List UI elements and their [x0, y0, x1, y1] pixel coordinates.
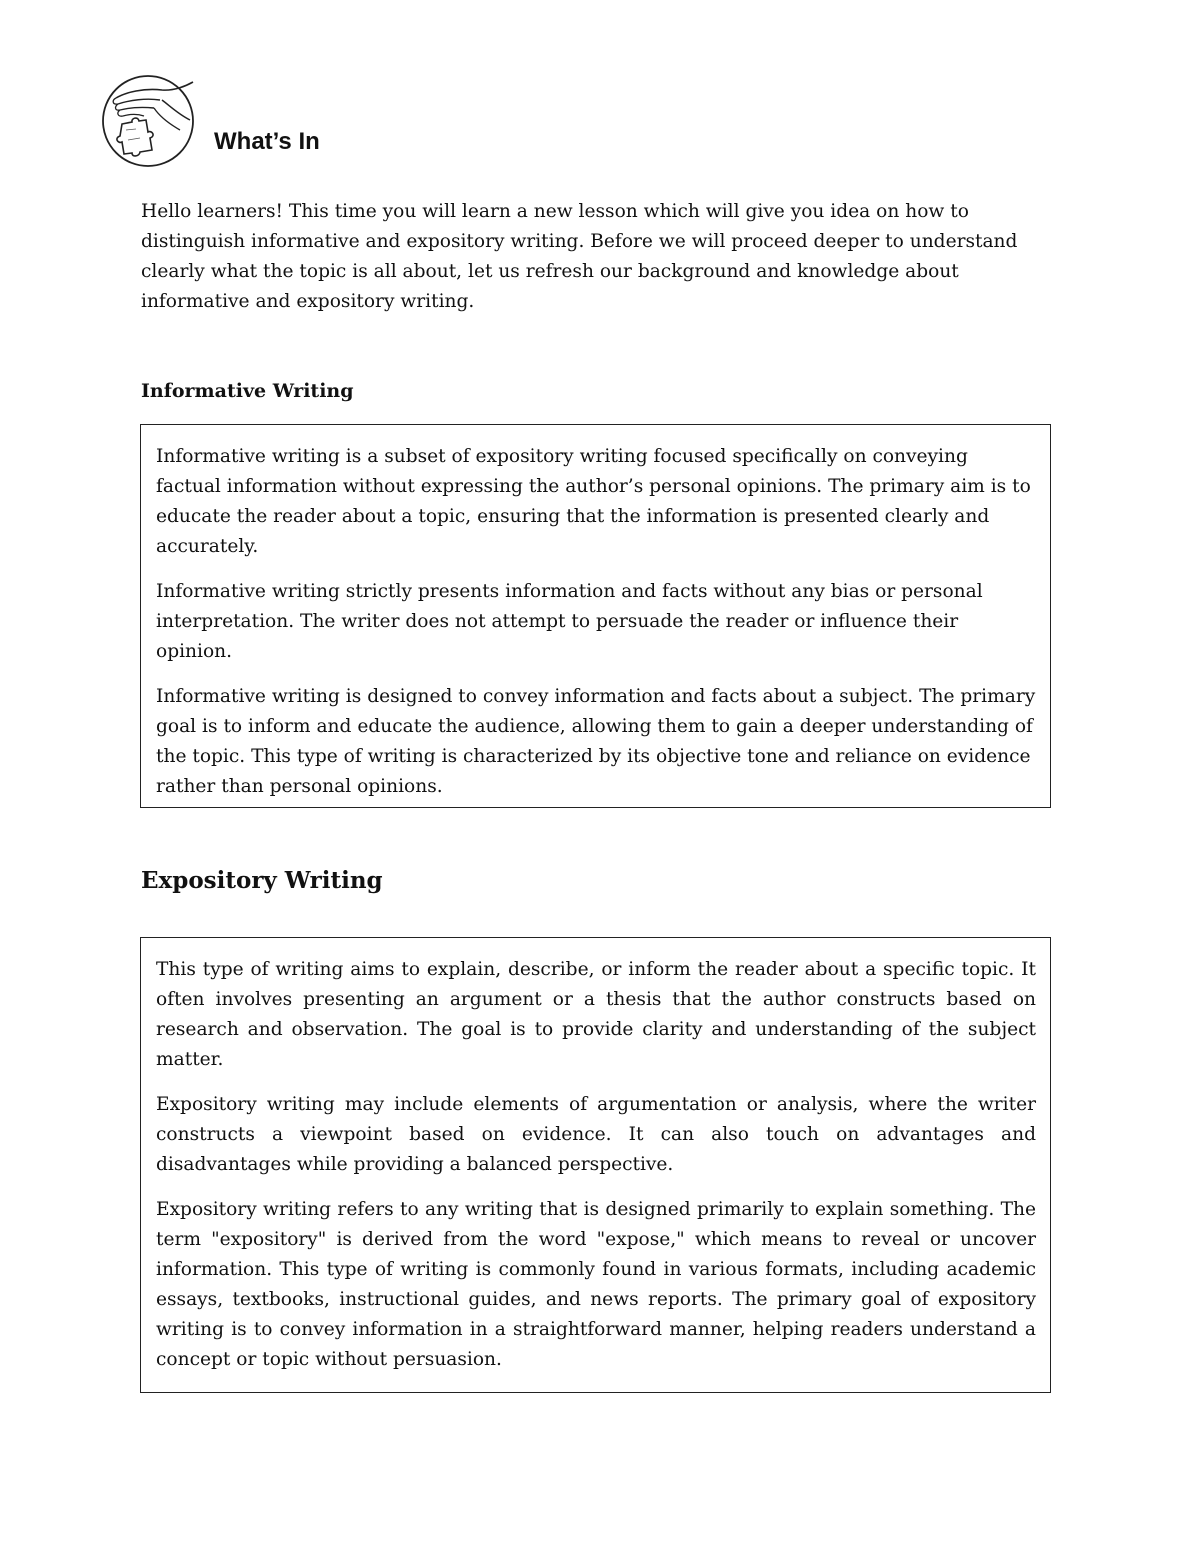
expository-paragraph-2: Expository writing may include elements of argumentation or analysis, where the writer constructs a viewpoint based on evidence. It can also touch on advantages and disadvantages while providing a balanced perspective.	[156, 1094, 1036, 1175]
intro-paragraph: Hello learners! This time you will learn a new lesson which will give you idea on how to distinguish informative and expository writing. Before we will proceed deeper to understand clearly what the topic is all about, let us refresh our background and knowledge about informative and expository writing.	[141, 201, 1018, 312]
hand-with-puzzle-piece-icon	[96, 74, 200, 170]
expository-writing-heading: Expository Writing	[141, 867, 383, 894]
informative-paragraph-3: Informative writing is designed to convey information and facts about a subject. The primary goal is to inform and educate the audience, allowing them to gain a deeper understanding of the topic. This type of writing is characterized by its objective tone and reliance on evidence rather than personal opinions.	[156, 686, 1036, 797]
informative-paragraph-2: Informative writing strictly presents information and facts without any bias or personal interpretation. The writer does not attempt to persuade the reader or influence their opinion.	[156, 581, 983, 662]
section-title: What’s In	[214, 128, 320, 155]
section-header	[96, 74, 496, 174]
informative-paragraph-1: Informative writing is a subset of expository writing focused specifically on conveying factual information without expressing the author’s personal opinions. The primary aim is to educate the reader about a topic, ensuring that the information is presented clearly and accurately.	[156, 446, 1031, 557]
informative-writing-heading: Informative Writing	[141, 380, 354, 402]
expository-paragraph-1: This type of writing aims to explain, describe, or inform the reader about a specific topic. It often involves presenting an argument or a thesis that the author constructs based on research and observation. The goal is to provide clarity and understanding of the subject matter.	[156, 959, 1036, 1070]
informative-writing-box	[140, 424, 1051, 808]
expository-writing-box	[140, 937, 1051, 1393]
expository-paragraph-3: Expository writing refers to any writing that is designed primarily to explain something. The term "expository" is derived from the word "expose," which means to reveal or uncover information. This type of writing is commonly found in various formats, including academic essays, textbooks, instructional guides, and news reports. The primary goal of expository writing is to convey information in a straightforward manner, helping readers understand a concept or topic without persuasion.	[156, 1199, 1036, 1370]
